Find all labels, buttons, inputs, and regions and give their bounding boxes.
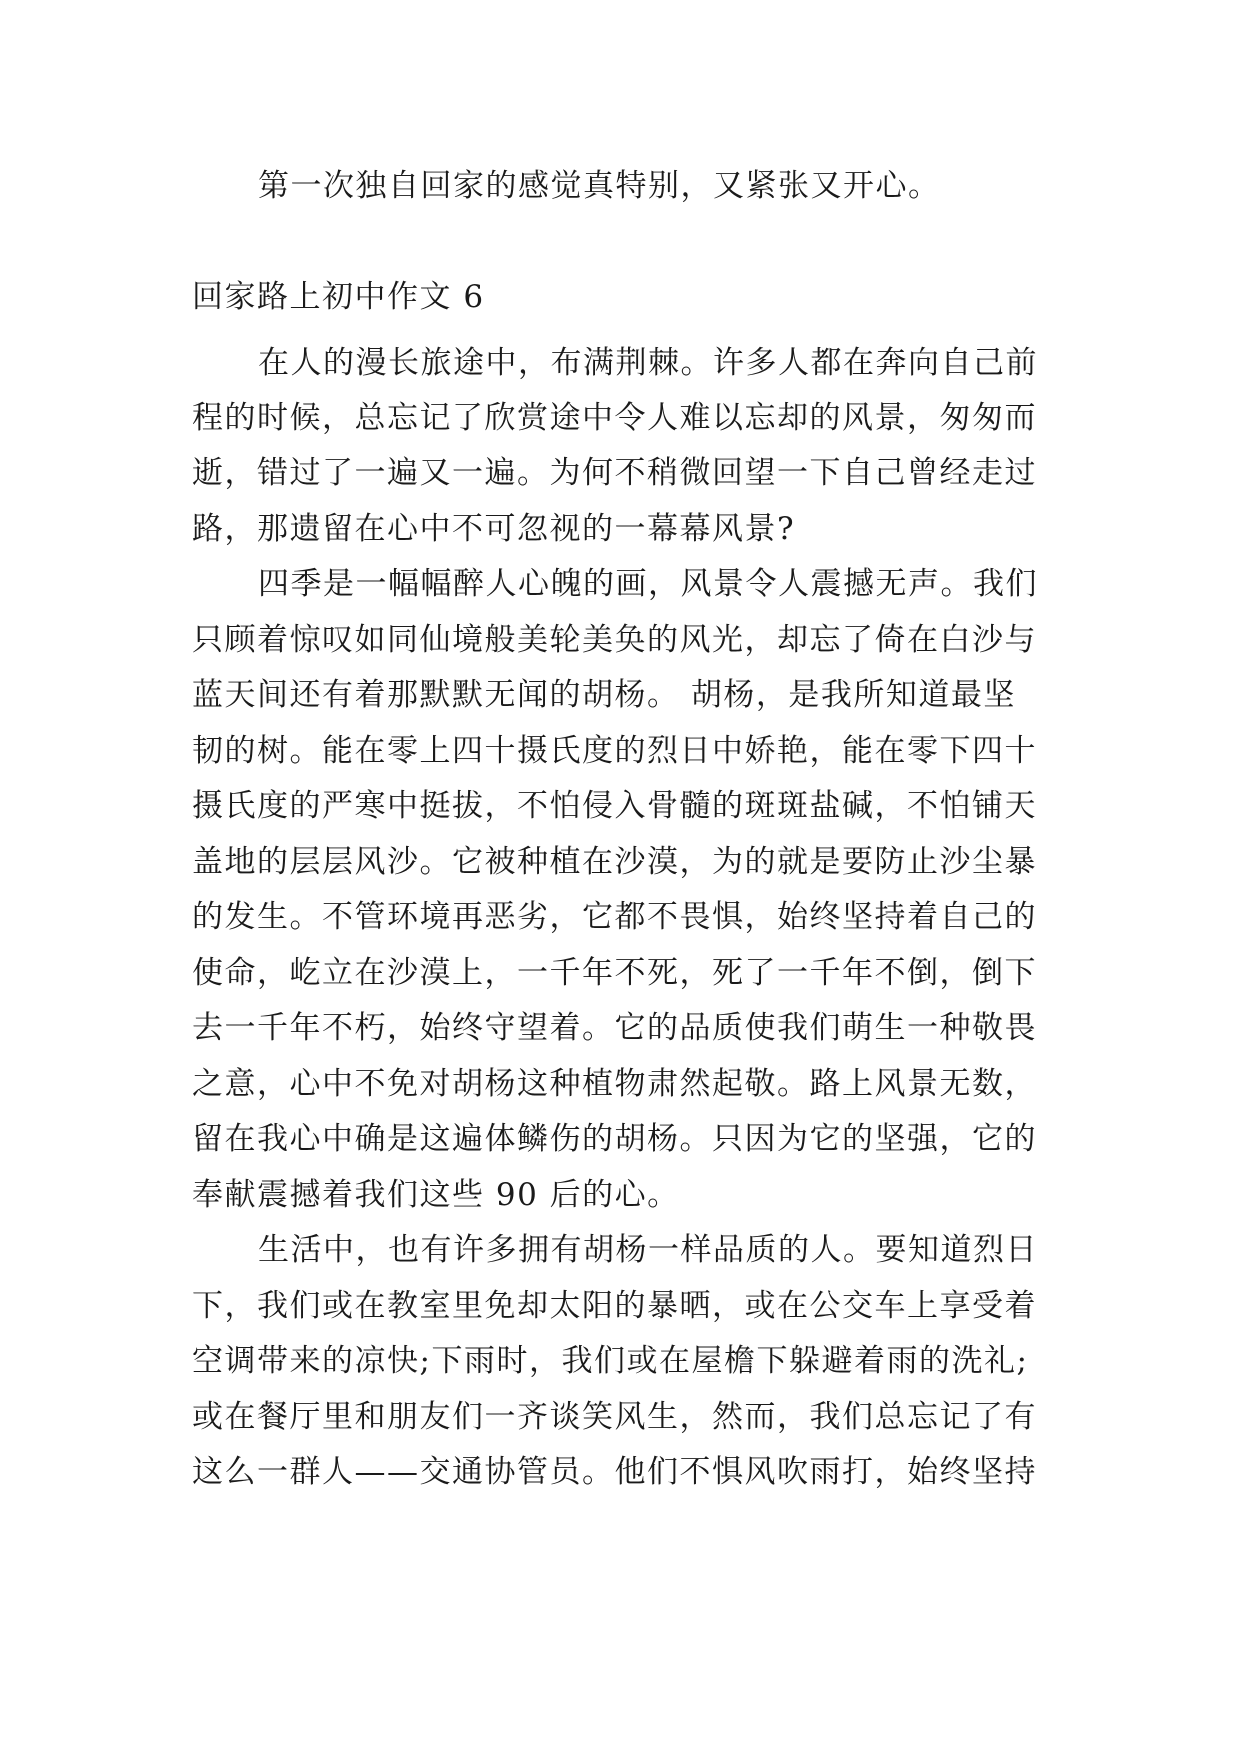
paragraph-2-line-3: 蓝天间还有着那默默无闻的胡杨。 胡杨，是我所知道最坚 bbox=[192, 677, 1016, 713]
essay-title: 回家路上初中作文 6 bbox=[192, 279, 485, 315]
paragraph-2-line-2: 只顾着惊叹如同仙境般美轮美奂的风光，却忘了倚在白沙与 bbox=[192, 622, 1037, 658]
paragraph-3-line-5: 这么一群人——交通协管员。他们不惧风吹雨打，始终坚持 bbox=[192, 1454, 1037, 1490]
paragraph-3-line-4: 或在餐厅里和朋友们一齐谈笑风生，然而，我们总忘记了有 bbox=[192, 1399, 1037, 1435]
paragraph-1-line-1: 在人的漫长旅途中，布满荆棘。许多人都在奔向自己前 bbox=[258, 345, 1038, 381]
paragraph-3-line-2: 下，我们或在教室里免却太阳的暴晒，或在公交车上享受着 bbox=[192, 1288, 1037, 1324]
paragraph-3-line-1: 生活中，也有许多拥有胡杨一样品质的人。要知道烈日 bbox=[258, 1232, 1038, 1268]
paragraph-3-line-3: 空调带来的凉快;下雨时，我们或在屋檐下躲避着雨的洗礼; bbox=[192, 1343, 1029, 1379]
paragraph-2-line-7: 的发生。不管环境再恶劣，它都不畏惧，始终坚持着自己的 bbox=[192, 899, 1037, 935]
paragraph-2-line-1: 四季是一幅幅醉人心魄的画，风景令人震撼无声。我们 bbox=[258, 566, 1038, 602]
paragraph-1-line-4: 路，那遗留在心中不可忽视的一幕幕风景? bbox=[192, 511, 796, 547]
paragraph-2-line-4: 韧的树。能在零上四十摄氏度的烈日中娇艳，能在零下四十 bbox=[192, 733, 1037, 769]
paragraph-2-line-9: 去一千年不朽，始终守望着。它的品质使我们萌生一种敬畏 bbox=[192, 1010, 1037, 1046]
paragraph-2-line-10: 之意，心中不免对胡杨这种植物肃然起敬。路上风景无数， bbox=[192, 1066, 1037, 1102]
paragraph-2-line-6: 盖地的层层风沙。它被种植在沙漠，为的就是要防止沙尘暴 bbox=[192, 844, 1037, 880]
paragraph-1-line-2: 程的时候，总忘记了欣赏途中令人难以忘却的风景，匆匆而 bbox=[192, 400, 1037, 436]
paragraph-2-line-12: 奉献震撼着我们这些 90 后的心。 bbox=[192, 1177, 680, 1213]
paragraph-2-line-11: 留在我心中确是这遍体鳞伤的胡杨。只因为它的坚强，它的 bbox=[192, 1121, 1037, 1157]
paragraph-1-line-3: 逝，错过了一遍又一遍。为何不稍微回望一下自己曾经走过 bbox=[192, 455, 1037, 491]
paragraph-2-line-5: 摄氏度的严寒中挺拔，不怕侵入骨髓的斑斑盐碱，不怕铺天 bbox=[192, 788, 1037, 824]
paragraph-2-line-8: 使命，屹立在沙漠上，一千年不死，死了一千年不倒，倒下 bbox=[192, 955, 1037, 991]
closing-sentence: 第一次独自回家的感觉真特别，又紧张又开心。 bbox=[258, 168, 941, 204]
